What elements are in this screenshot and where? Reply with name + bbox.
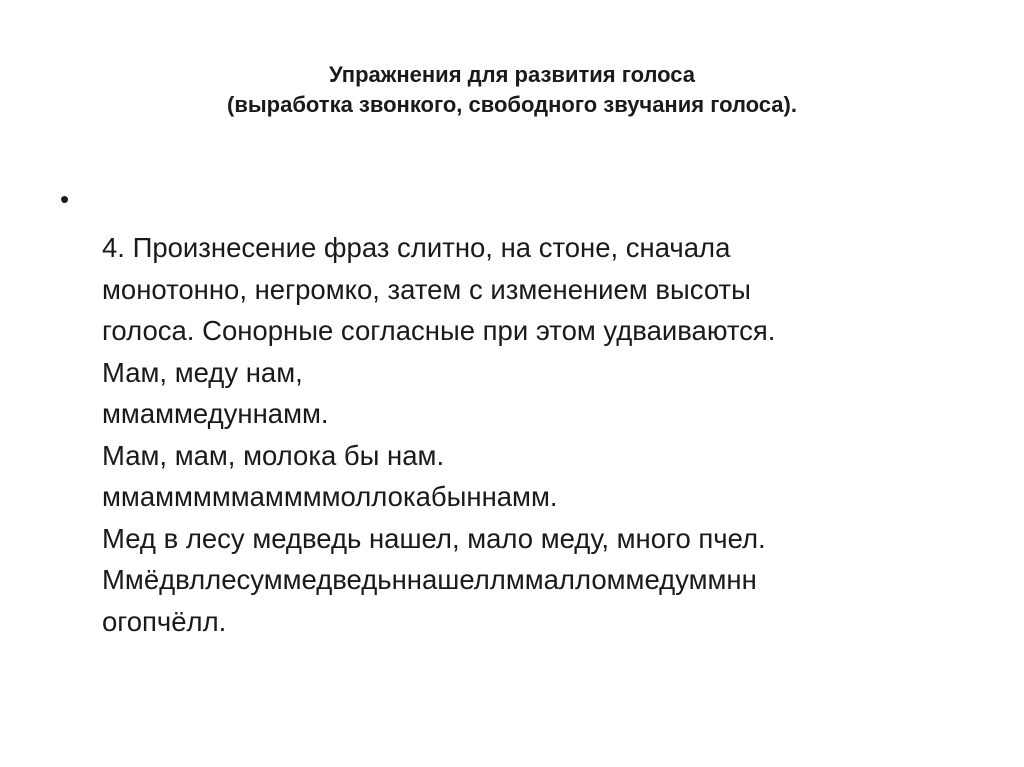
title-line-2: (выработка звонкого, свободного звучания голоса). [227,92,797,117]
bullet-point: • [60,184,70,214]
text-line: Ммёдвллесуммедведьннашеллммалломмедуммнн [102,564,757,595]
title-line-1: Упражнения для развития голоса [328,62,696,87]
text-line: монотонно, негромко, затем с изменением высоты [102,273,751,305]
text-line: Мам, меду нам, [102,356,303,388]
text-line: Мед в лесу медведь нашел, мало меду, много пчел. [102,522,766,554]
text-line: ммамммммаммммоллокабыннамм. [102,481,558,512]
text-line: голоса. Сонорные согласные при этом удваиваются. [102,315,776,346]
slide-title [0,60,1024,120]
text-line: ммаммедуннамм. [102,398,329,429]
text-line: Мам, мам, молока бы нам. [102,439,445,471]
text-line: 4. Произнесение фраз слитно, на стоне, сначала [102,232,731,263]
exercise-text [102,227,1002,642]
text-line: огопчёлл. [102,605,227,637]
